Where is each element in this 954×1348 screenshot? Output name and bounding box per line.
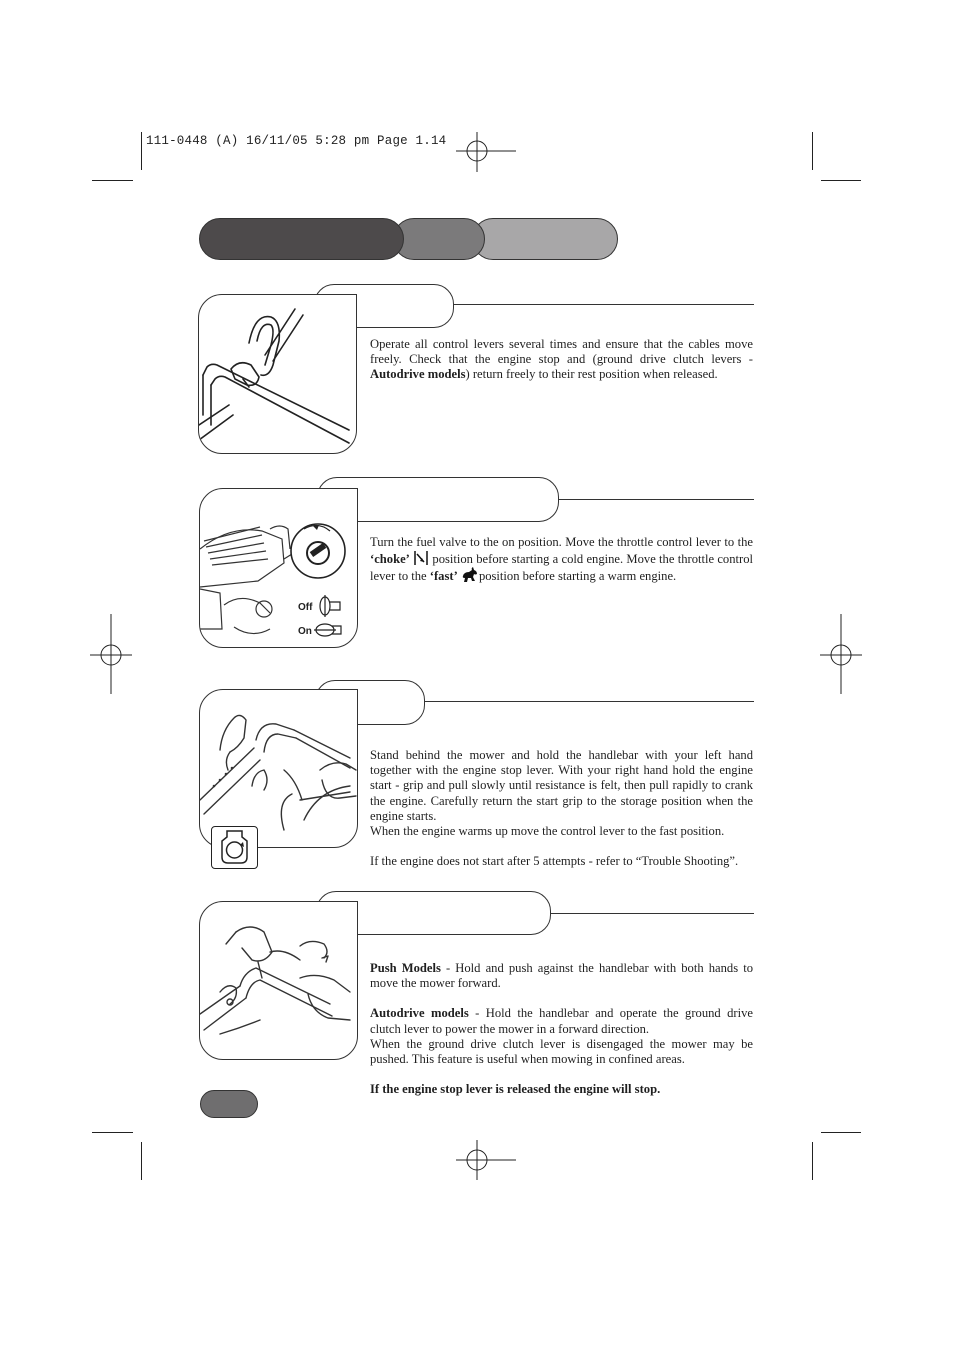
crop-mark-icon <box>812 1142 813 1180</box>
registration-mark-icon <box>90 614 132 694</box>
choke-icon <box>413 550 429 566</box>
crop-mark-icon <box>812 132 813 170</box>
crop-mark-icon <box>92 1132 133 1133</box>
crop-mark-icon <box>141 1142 142 1180</box>
page-number-tab <box>200 1090 258 1118</box>
svg-text:Off: Off <box>298 602 313 613</box>
crop-mark-icon <box>92 180 133 181</box>
starting-illustration <box>199 689 358 848</box>
fuel-valve-illustration <box>199 488 358 648</box>
registration-mark-icon <box>456 1140 516 1180</box>
controls-text: Operate all control levers several times and ensure that the cables move freely. Check that the engine stop and (ground drive clutch levers - Autodrive models) return freely to their rest position when released. <box>370 337 753 382</box>
starting-text: Stand behind the mower and hold the handlebar with your left hand together with the engine stop lever. With your right hand hold the engine start - grip and pull slowly until resistance is felt, then pull rapidly to crank the engine. Carefully return the start grip to the storage position when the engine starts. When the engine warms up move the control lever to the fast position. If the engine does not start after 5 attempts - refer to “Trouble Shooting”. <box>370 748 753 869</box>
drive-text: Push Models - Hold and push against the handlebar with both hands to move the mower forward. Autodrive models - Hold the handlebar and operate the ground drive clutch lever to power the mower in a forward direction. When the ground drive clutch lever is disengaged the mower may be pushed. This feature is useful when mowing in confined areas. If the engine stop lever is released the engine will stop. <box>370 961 754 1097</box>
drive-illustration <box>199 901 358 1060</box>
section-rule <box>452 304 754 305</box>
section-rule <box>557 499 754 500</box>
registration-mark-icon <box>456 132 516 172</box>
print-slug: 111-0448 (A) 16/11/05 5:28 pm Page 1.14 <box>146 134 447 148</box>
svg-text:On: On <box>298 626 312 637</box>
recoil-start-icon <box>211 826 258 869</box>
crop-mark-icon <box>141 132 142 170</box>
crop-mark-icon <box>821 1132 861 1133</box>
header-tab-mid <box>393 218 485 260</box>
rabbit-fast-icon <box>461 567 479 583</box>
header-tab-light <box>472 218 618 260</box>
section-rule <box>549 913 754 914</box>
registration-mark-icon <box>820 614 862 694</box>
header-tab-dark <box>199 218 404 260</box>
fuel-text: Turn the fuel valve to the on position. Move the throttle control lever to the ‘choke’ position before starting a cold engine. Move the throttle control lever to the ‘fast’ position before starting a warm engine. <box>370 535 753 584</box>
crop-mark-icon <box>821 180 861 181</box>
controls-illustration <box>198 294 357 454</box>
section-rule <box>423 701 754 702</box>
